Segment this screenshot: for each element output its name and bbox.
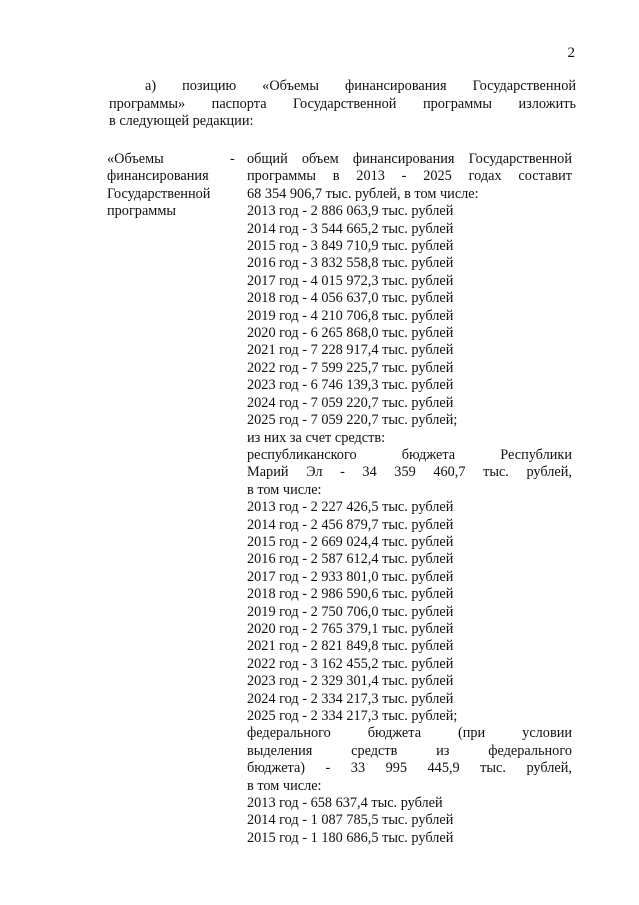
republic-year-row: 2014 год - 2 456 879,7 тыс. рублей <box>247 516 454 533</box>
intro-paragraph <box>109 78 576 131</box>
republic-year-row: 2017 год - 2 933 801,0 тыс. рублей <box>247 568 454 585</box>
position-label-line: финансирования <box>107 168 209 185</box>
federal-line: бюджета) - 33 995 445,9 тыс. рублей, <box>247 760 572 777</box>
federal-line: федерального бюджета (при условии <box>247 725 572 742</box>
page-number: 2 <box>567 45 575 61</box>
federal-year-row: 2015 год - 1 180 686,5 тыс. рублей <box>247 829 454 846</box>
republic-year-row: 2022 год - 3 162 455,2 тыс. рублей <box>247 655 454 672</box>
total-year-row: 2021 год - 7 228 917,4 тыс. рублей <box>247 342 454 359</box>
republic-year-row: 2025 год - 2 334 217,3 тыс. рублей; <box>247 708 458 724</box>
republic-year-row: 2024 год - 2 334 217,3 тыс. рублей <box>247 690 454 707</box>
position-label-line: программы <box>107 203 177 220</box>
total-year-row: 2025 год - 7 059 220,7 тыс. рублей; <box>247 412 458 429</box>
republic-line: республиканского бюджета Республики <box>247 446 572 463</box>
total-year-row: 2018 год - 4 056 637,0 тыс. рублей <box>247 290 454 307</box>
total-line: программы в 2013 - 2025 годах составит <box>247 168 572 185</box>
republic-year-row: 2023 год - 2 329 301,4 тыс. рублей <box>247 673 454 690</box>
intro-line: а) позицию «Объемы финансирования Государственной <box>145 78 576 94</box>
total-year-row: 2017 год - 4 015 972,3 тыс. рублей <box>247 272 454 289</box>
total-year-row: 2022 год - 7 599 225,7 тыс. рублей <box>247 359 454 376</box>
republic-year-row: 2015 год - 2 669 024,4 тыс. рублей <box>247 533 454 550</box>
total-year-row: 2014 год - 3 544 665,2 тыс. рублей <box>247 220 454 237</box>
position-label-line: «Объемы <box>107 151 164 167</box>
republic-line: в том числе: <box>247 481 322 498</box>
republic-year-row: 2016 год - 2 587 612,4 тыс. рублей <box>247 551 454 568</box>
total-year-row: 2020 год - 6 265 868,0 тыс. рублей <box>247 325 454 342</box>
republic-year-row: 2021 год - 2 821 849,8 тыс. рублей <box>247 638 454 655</box>
republic-year-row: 2020 год - 2 765 379,1 тыс. рублей <box>247 620 454 637</box>
republic-year-row: 2018 год - 2 986 590,6 тыс. рублей <box>247 586 454 603</box>
republic-line: Марий Эл - 34 359 460,7 тыс. рублей, <box>247 464 572 481</box>
total-line: 68 354 906,7 тыс. рублей, в том числе: <box>247 185 479 202</box>
total-year-row: 2023 год - 6 746 139,3 тыс. рублей <box>247 377 454 394</box>
position-label <box>107 151 227 221</box>
total-year-row: 2015 год - 3 849 710,9 тыс. рублей <box>247 238 454 255</box>
federal-year-row: 2013 год - 658 637,4 тыс. рублей <box>247 795 443 812</box>
federal-line: выделения средств из федерального <box>247 742 572 759</box>
republic-year-row: 2013 год - 2 227 426,5 тыс. рублей <box>247 499 454 516</box>
total-year-row: 2013 год - 2 886 063,9 тыс. рублей <box>247 203 454 220</box>
federal-year-row: 2014 год - 1 087 785,5 тыс. рублей <box>247 812 454 829</box>
federal-line: в том числе: <box>247 777 322 794</box>
republic-year-row: 2019 год - 2 750 706,0 тыс. рублей <box>247 603 454 620</box>
total-line: общий объем финансирования Государственной <box>247 151 572 167</box>
funding-description <box>247 151 572 847</box>
total-year-row: 2016 год - 3 832 558,8 тыс. рублей <box>247 255 454 272</box>
label-dash: - <box>230 151 235 167</box>
position-label-line: Государственной <box>107 185 211 202</box>
sources-heading: из них за счет средств: <box>247 429 386 446</box>
total-year-row: 2019 год - 4 210 706,8 тыс. рублей <box>247 307 454 324</box>
total-year-row: 2024 год - 7 059 220,7 тыс. рублей <box>247 394 454 411</box>
intro-line: программы» паспорта Государственной программы изложить <box>109 95 576 112</box>
intro-line: в следующей редакции: <box>109 113 254 130</box>
